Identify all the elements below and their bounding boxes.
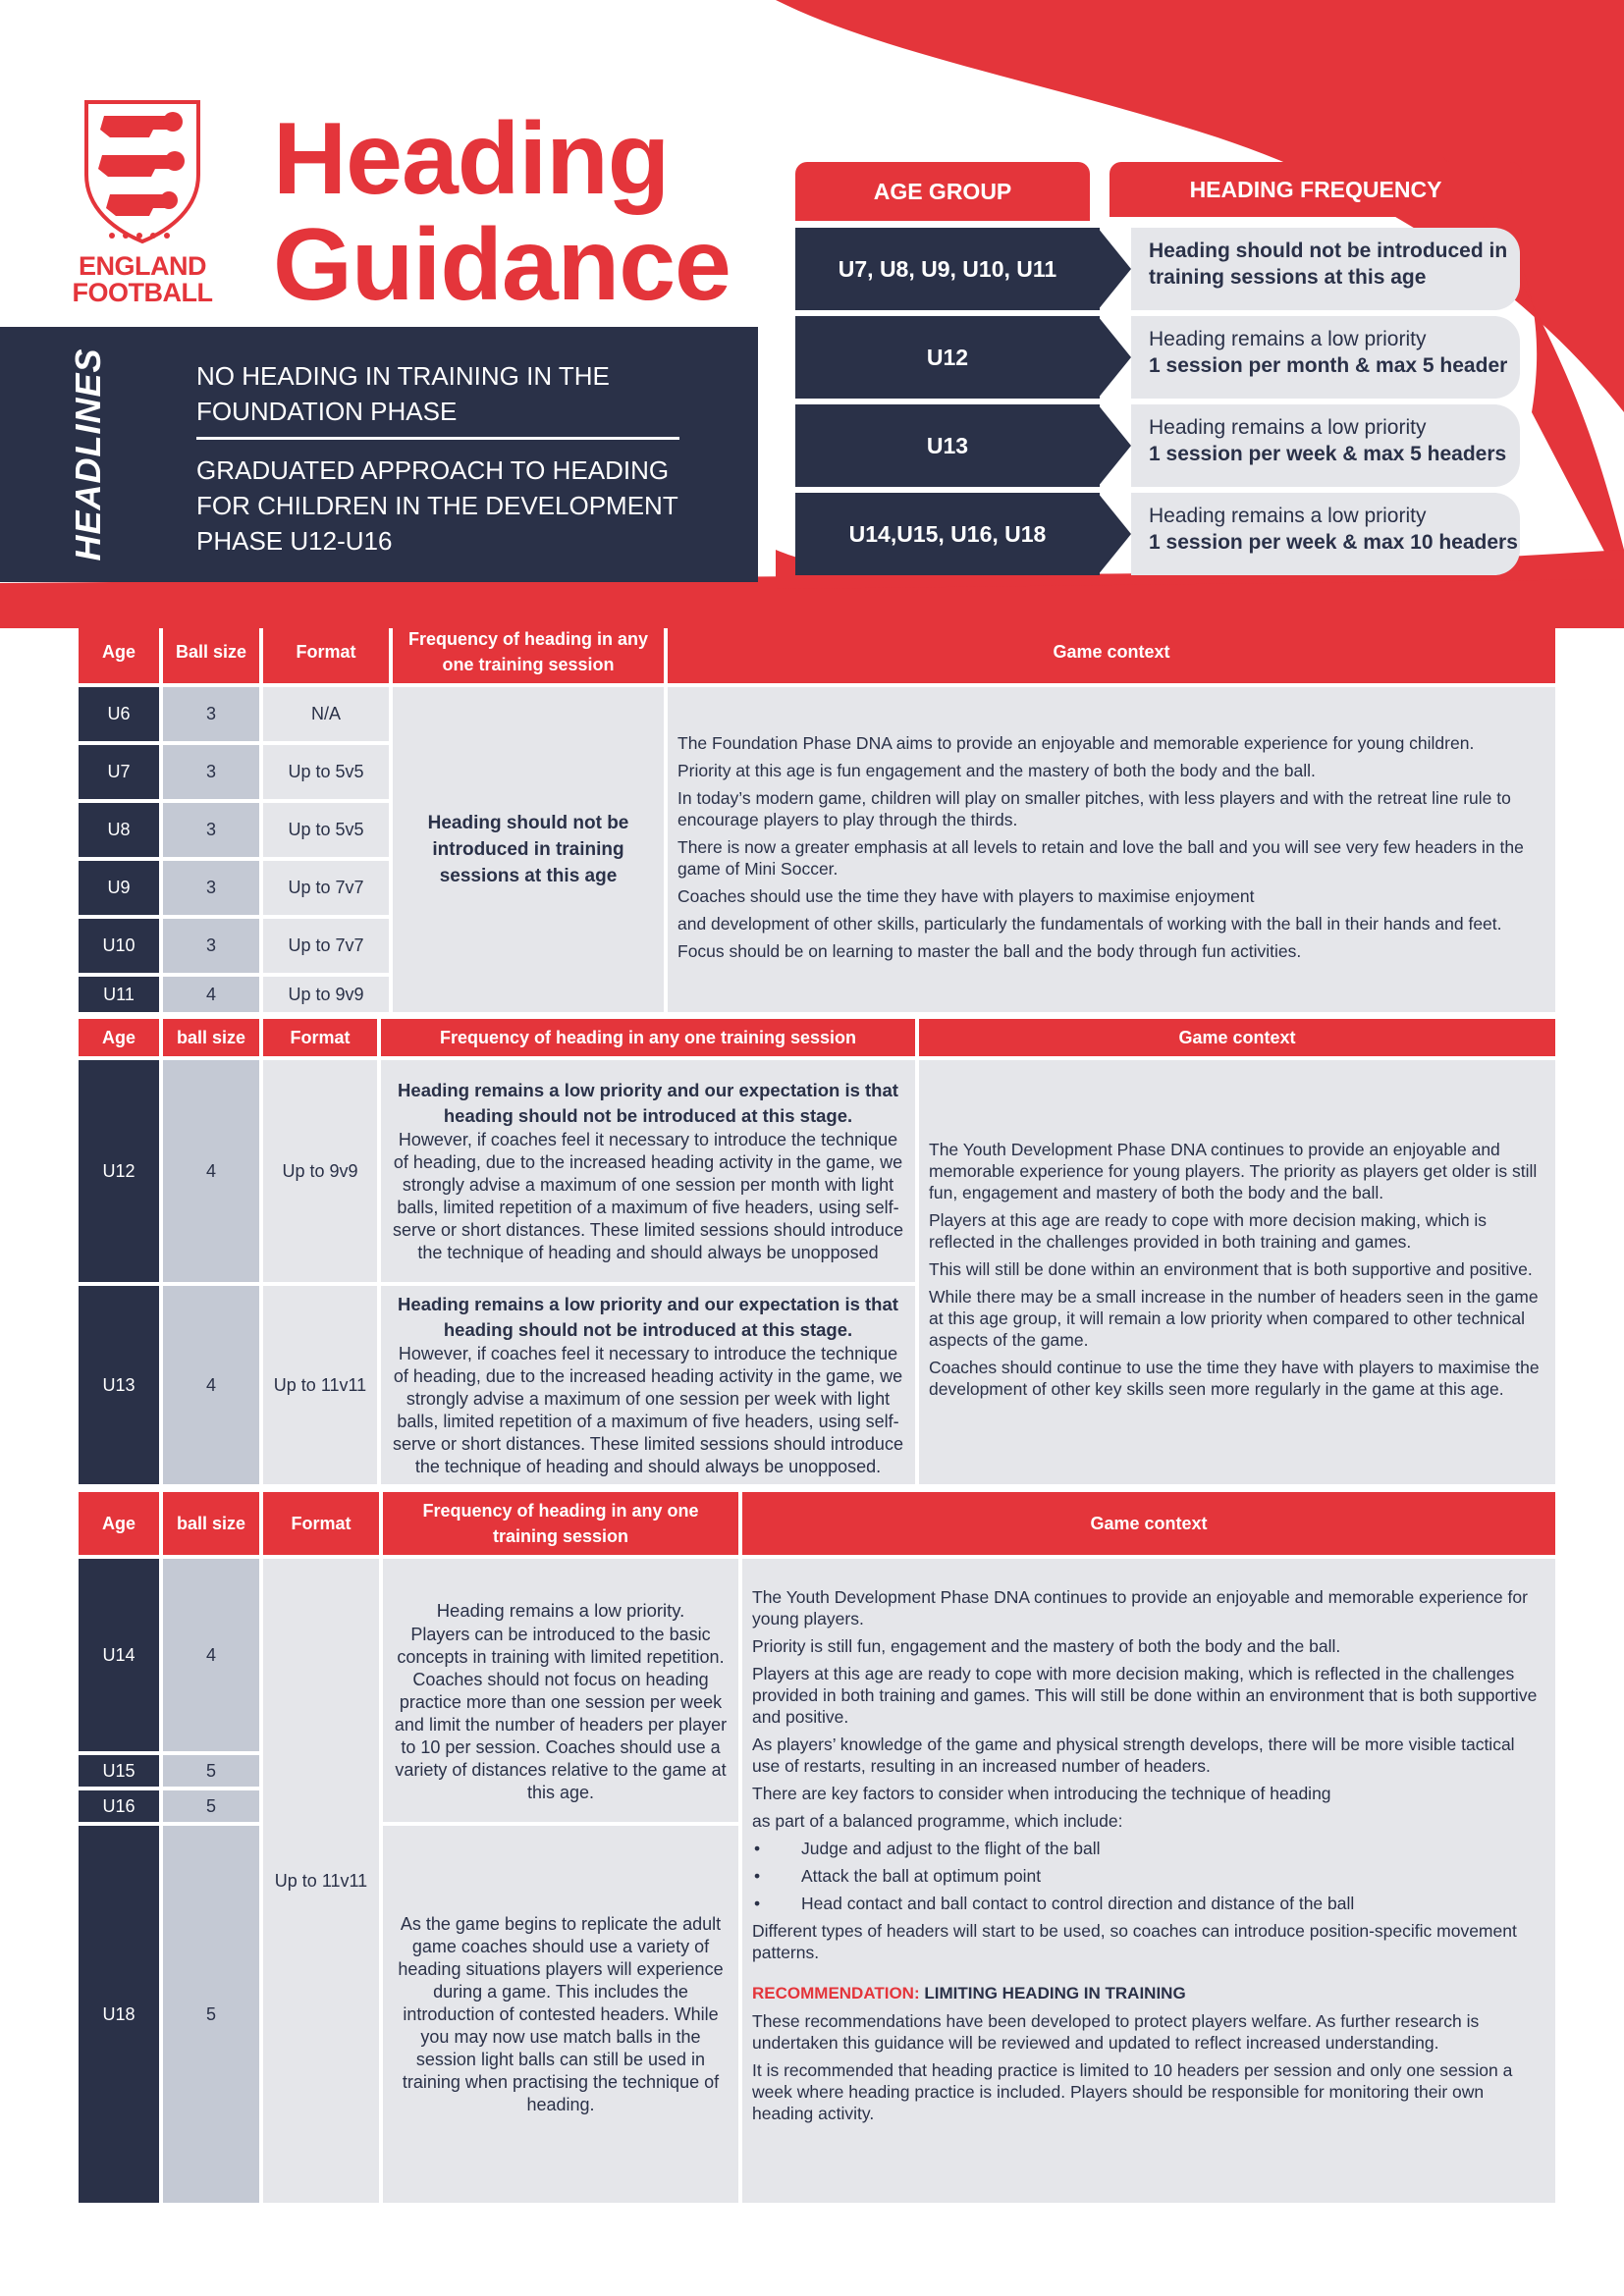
age-cell: U7 <box>79 745 159 799</box>
age-cell: U15 <box>79 1755 159 1787</box>
ball-size-cell: 4 <box>163 1559 259 1751</box>
title-line2: Guidance <box>273 208 731 322</box>
context-paragraph: The Youth Development Phase DNA continues to provide an enjoyable and memorable experience for young players. <box>752 1587 1528 1629</box>
ball-size-cell: 4 <box>163 977 259 1012</box>
context-paragraph: The Youth Development Phase DNA continues to provide an enjoyable and memorable experience for young players. The priority as players get older is still fun, engagement and mastery of both the body and the ball. <box>929 1140 1538 1202</box>
frequency-row <box>795 493 1522 575</box>
context-paragraph: as part of a balanced programme, which include: <box>752 1811 1123 1831</box>
recommendation-paragraph: It is recommended that heading practice is limited to 10 headers per session and only one session a week where heading practice is included. Players should be responsible for monitoring their own heading activity. <box>752 2060 1513 2123</box>
game-context-cell <box>742 1559 1555 2203</box>
frequency-row <box>795 228 1522 310</box>
page-title <box>273 102 731 322</box>
title-line1: Heading <box>273 102 670 216</box>
headline-divider <box>196 437 679 440</box>
ball-size-cell: 3 <box>163 803 259 857</box>
col-format: Format <box>263 1492 379 1555</box>
wordmark-england: ENGLAND <box>79 251 206 281</box>
arrow-right-icon <box>1098 228 1131 310</box>
bullet-item: • Attack the ball at optimum point <box>752 1865 1545 1887</box>
frequency-row-text <box>1131 493 1520 575</box>
arrow-right-icon <box>1098 316 1131 399</box>
context-paragraph: and development of other skills, particularly the fundamentals of working with the ball in their hands and feet. <box>677 913 1502 934</box>
age-cell: U9 <box>79 861 159 915</box>
age-cell: U11 <box>79 977 159 1012</box>
frequency-line1: Heading remains a low priority <box>1149 416 1427 439</box>
frequency-row-text <box>1131 404 1520 487</box>
headline-1: NO HEADING IN TRAINING IN THE FOUNDATION PHASE <box>196 361 610 426</box>
frequency-line2: 1 session per month & max 5 header <box>1149 354 1508 377</box>
frequency-text: Heading should not be introduced in training sessions at this age <box>427 813 629 886</box>
format-cell: N/A <box>263 687 389 741</box>
ball-size-cell: 3 <box>163 745 259 799</box>
frequency-body: As the game begins to replicate the adult game coaches should use a variety of heading situations players will experience during a game. This includes the introduction of contested headers. While you may now use match balls in the session light balls can still be used in training when practising the technique of heading. <box>398 1913 724 2114</box>
format-cell: Up to 7v7 <box>263 919 389 973</box>
frequency-row-age: U13 <box>795 404 1100 487</box>
frequency-cell <box>383 1559 738 1822</box>
ball-size-cell: 4 <box>163 1060 259 1282</box>
frequency-lead: Heading remains a low priority and our expectation is that heading should not be introduced at this stage. <box>398 1294 898 1340</box>
frequency-body: However, if coaches feel it necessary to introduce the technique of heading, due to the increased heading activity in the game, we strongly advise a maximum of one session per month with light balls, limited repetition of a maximum of five headers, using self-serve or short distances. These limited sessions should introduce the technique of heading and should always be unopposed <box>393 1130 903 1262</box>
development-phase-u14-u18-table <box>75 1488 1559 2207</box>
col-game-context: Game context <box>668 620 1555 683</box>
bullet-item: • Judge and adjust to the flight of the ball <box>752 1838 1545 1859</box>
context-paragraph: In today’s modern game, children will play on smaller pitches, with less players and with the retreat line rule to encourage players to play through the thirds. <box>677 787 1511 829</box>
three-lions-crest-icon <box>82 98 202 245</box>
frequency-cell <box>383 1826 738 2203</box>
ball-size-cell: 3 <box>163 861 259 915</box>
age-group-header: AGE GROUP <box>795 162 1090 221</box>
format-cell: Up to 9v9 <box>263 977 389 1012</box>
heading-frequency-header: HEADING FREQUENCY <box>1110 162 1522 217</box>
bullet-item: • Head contact and ball contact to control direction and distance of the ball <box>752 1893 1545 1914</box>
ball-size-cell: 5 <box>163 1755 259 1787</box>
context-paragraph: Coaches should use the time they have with players to maximise enjoyment <box>677 885 1255 906</box>
context-paragraph: There are key factors to consider when introducing the technique of heading <box>752 1784 1331 1803</box>
format-cell: Up to 7v7 <box>263 861 389 915</box>
ball-size-cell: 4 <box>163 1286 259 1484</box>
age-cell: U12 <box>79 1060 159 1282</box>
col-age: Age <box>79 620 159 683</box>
recommendation-heading <box>752 1983 1545 2004</box>
frequency-row-age: U12 <box>795 316 1100 399</box>
frequency-cell <box>381 1286 915 1484</box>
format-cell: Up to 11v11 <box>263 1559 379 2203</box>
recommendation-label: RECOMMENDATION: <box>752 1984 920 2002</box>
frequency-line1: Heading remains a low priority <box>1149 328 1427 350</box>
frequency-row-age: U14,U15, U16, U18 <box>795 493 1100 575</box>
age-cell: U14 <box>79 1559 159 1751</box>
frequency-row <box>795 316 1522 399</box>
frequency-line1: Heading remains a low priority <box>1149 505 1427 527</box>
col-age: Age <box>79 1019 159 1056</box>
frequency-row <box>795 404 1522 487</box>
frequency-line1: Heading should not be introduced in <box>1149 240 1508 262</box>
frequency-body: Players can be introduced to the basic concepts in training with limited repetition. Coaches should not focus on heading practice more than one session per week and limit the number of headers per player to 10 per session. Coaches should use a variety of distances relative to the game at this age. <box>394 1625 728 1802</box>
ball-size-cell: 5 <box>163 1826 259 2203</box>
arrow-right-icon <box>1098 404 1131 487</box>
arrow-right-icon <box>1098 493 1131 575</box>
format-cell: Up to 9v9 <box>263 1060 377 1282</box>
col-format: Format <box>263 1019 377 1056</box>
game-context-cell <box>919 1060 1555 1484</box>
context-paragraph: The Foundation Phase DNA aims to provide an enjoyable and memorable experience for young children. <box>677 732 1475 753</box>
context-paragraph: Different types of headers will start to be used, so coaches can introduce position-specific movement patterns. <box>752 1921 1517 1962</box>
frequency-cell <box>393 687 664 1012</box>
context-paragraph: As players’ knowledge of the game and physical strength develops, there will be more visible tactical use of restarts, resulting in an increased number of headers. <box>752 1735 1515 1776</box>
col-frequency: Frequency of heading in any one training session <box>393 620 664 683</box>
col-frequency: Frequency of heading in any one training session <box>381 1019 915 1056</box>
col-game-context: Game context <box>742 1492 1555 1555</box>
context-paragraph: There is now a greater emphasis at all levels to retain and love the ball and you will see very few headers in the game of Mini Soccer. <box>677 836 1524 879</box>
frequency-row-age: U7, U8, U9, U10, U11 <box>795 228 1100 310</box>
col-ball-size: ball size <box>163 1492 259 1555</box>
wordmark-football: FOOTBALL <box>72 278 213 307</box>
format-cell: Up to 11v11 <box>263 1286 377 1484</box>
ball-size-cell: 3 <box>163 687 259 741</box>
age-cell: U18 <box>79 1826 159 2203</box>
context-paragraph: Priority is still fun, engagement and the mastery of both the body and the ball. <box>752 1636 1341 1656</box>
col-game-context: Game context <box>919 1019 1555 1056</box>
context-paragraph: This will still be done within an environment that is both supportive and positive. <box>929 1259 1533 1279</box>
col-format: Format <box>263 620 389 683</box>
frequency-row-text <box>1131 228 1520 310</box>
headlines-panel <box>0 327 758 582</box>
age-cell: U10 <box>79 919 159 973</box>
recommendation-title: LIMITING HEADING IN TRAINING <box>919 1984 1186 2002</box>
ball-size-cell: 5 <box>163 1790 259 1822</box>
col-frequency: Frequency of heading in any one training session <box>383 1492 738 1555</box>
frequency-lead: Heading remains a low priority. <box>436 1600 685 1621</box>
age-cell: U16 <box>79 1790 159 1822</box>
england-football-logo <box>69 98 216 309</box>
format-cell: Up to 5v5 <box>263 745 389 799</box>
frequency-cell <box>381 1060 915 1282</box>
foundation-phase-table <box>75 616 1559 1016</box>
age-cell: U6 <box>79 687 159 741</box>
format-cell: Up to 5v5 <box>263 803 389 857</box>
context-paragraph: Focus should be on learning to master the ball and the body through fun activities. <box>677 940 1302 961</box>
recommendation-paragraph: These recommendations have been developed to protect players welfare. As further research is undertaken this guidance will be reviewed and updated to reflect increased understanding. <box>752 2011 1480 2053</box>
frequency-row-text <box>1131 316 1520 399</box>
frequency-line2: 1 session per week & max 10 headers <box>1149 531 1518 554</box>
col-ball-size: ball size <box>163 1019 259 1056</box>
context-paragraph: Players at this age are ready to cope with more decision making, which is reflected in the challenges provided in both training and games. This will still be done within an environment that is both supportive and positive. <box>752 1664 1538 1727</box>
col-age: Age <box>79 1492 159 1555</box>
context-paragraph: Coaches should continue to use the time they have with players to maximise the development of other key skills seen more regularly in the game at this age. <box>929 1358 1540 1399</box>
frequency-lead: Heading remains a low priority and our expectation is that heading should not be introduced at this stage. <box>398 1080 898 1126</box>
age-cell: U13 <box>79 1286 159 1484</box>
frequency-line2: training sessions at this age <box>1149 266 1427 289</box>
frequency-body: However, if coaches feel it necessary to introduce the technique of heading, due to the increased heading activity in the game, we strongly advise a maximum of one session per week with light balls, limited repetition of a maximum of five headers, using self-serve or short distances. These limited sessions should introduce the technique of heading and should always be unopposed. <box>393 1344 903 1476</box>
context-paragraph: Priority at this age is fun engagement and the mastery of both the body and the ball. <box>677 760 1316 780</box>
frequency-line2: 1 session per week & max 5 headers <box>1149 443 1507 465</box>
development-phase-u12-u13-table <box>75 1015 1559 1488</box>
context-paragraph: Players at this age are ready to cope with more decision making, which is reflected in the challenges provided in both training and games. <box>929 1210 1488 1252</box>
col-ball-size: Ball size <box>163 620 259 683</box>
age-cell: U8 <box>79 803 159 857</box>
game-context-cell <box>668 687 1555 1012</box>
headlines-label: HEADLINES <box>68 347 108 561</box>
context-paragraph: While there may be a small increase in the number of headers seen in the game at this age group, it will remain a low priority when compared to other technical aspects of the game. <box>929 1287 1539 1350</box>
headline-2: GRADUATED APPROACH TO HEADING FOR CHILDREN IN THE DEVELOPMENT PHASE U12-U16 <box>196 455 678 556</box>
ball-size-cell: 3 <box>163 919 259 973</box>
